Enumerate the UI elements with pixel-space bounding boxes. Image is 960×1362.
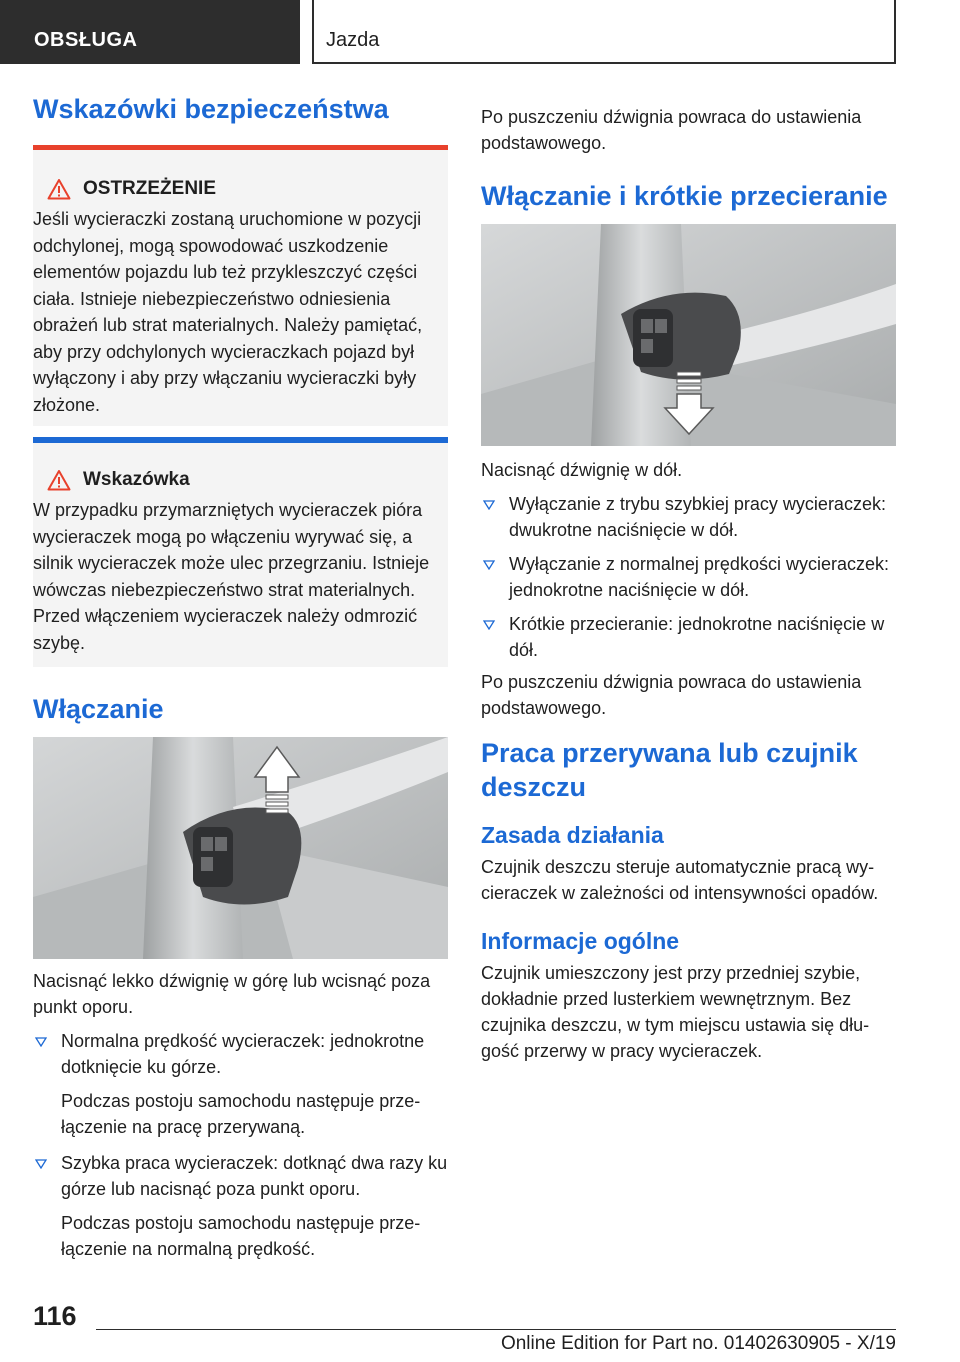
short-wipe-content (481, 457, 896, 721)
short-wipe-caption: Nacisnąć dźwignię w dół. (481, 460, 683, 480)
right-column-top (481, 104, 896, 156)
bullet-text: Wyłączanie z normalnej prędkości wycieraczek: jednokrotne naciśnięcie w dół. (509, 554, 889, 600)
triangle-bullet-icon (35, 1037, 47, 1047)
triangle-bullet-icon (483, 500, 495, 510)
hint-box (33, 437, 448, 667)
triangle-bullet-icon (483, 560, 495, 570)
hint-label: Wskazówka (83, 469, 190, 490)
bullet-subtext: Podczas postoju samochodu następuje przełączenie na normalną prędkość. (61, 1213, 421, 1259)
bullet-text: Krótkie przecieranie: jednokrotne naciśnięcie w dół. (509, 614, 885, 660)
bullet-subtext: Podczas postoju samochodu następuje przełączenie na pracę przerywaną. (61, 1091, 421, 1137)
page-number: 116 (33, 1301, 77, 1331)
bullet-text: Szybka praca wycieraczek: dotknąć dwa razy ku górze lub nacisnąć poza punkt oporu. (61, 1153, 448, 1199)
triangle-bullet-icon (35, 1159, 47, 1169)
switch-on-caption: Nacisnąć lekko dźwignię w górę lub wcisnąć poza punkt oporu. (33, 971, 431, 1017)
principle-text: Czujnik deszczu steruje automatycznie pracą wycieraczek w zależności od intensywności opadów. (481, 857, 879, 903)
list-item (33, 1150, 448, 1202)
hint-triangle-icon (47, 469, 71, 491)
wiper-lever-up-illustration (33, 737, 448, 959)
warning-label: OSTRZEŻENIE (83, 178, 217, 199)
switch-on-content (33, 968, 448, 1262)
general-info-title: Informacje ogólne (481, 928, 680, 954)
hint-text: W przypadku przymarzniętych wycieraczek pióra wycieraczek mogą po włączeniu wyrywać się, a silnik wycieraczek może ulec przegrzaniu. Istnieje wówczas niebezpieczeństwo strat materialnych. Przed włączeniem wycieraczek należy odmrozić szybę. (33, 500, 430, 653)
return-note-2: Po puszczeniu dźwignia powraca do ustawienia podstawowego. (481, 672, 862, 718)
header-section-tab (0, 0, 300, 64)
wiper-lever-down-illustration (481, 224, 896, 446)
hint-header (33, 467, 448, 493)
list-item (481, 491, 896, 543)
list-item (481, 551, 896, 603)
rain-sensor-content (481, 820, 896, 1064)
wiper-lever-down-image (481, 224, 896, 446)
warning-text: Jeśli wycieraczki zostaną uruchomione w pozycji odchylonej, mogą spowodować uszkodzenie elementów pojazdu lub też przykleszczyć części ciała. Istnieje niebezpieczeństwo odniesienia obrażeń lub strat materialnych. Należy pamiętać, aby przy odchylonych wycieraczkach pojazd był wyłączony i aby przy włączaniu wycieraczki były złożone. (33, 209, 423, 415)
warning-box (33, 145, 448, 426)
header-chapter-label: Jazda (326, 29, 380, 51)
intermittent-title: Praca przerywana lub czujnik deszczu (481, 738, 858, 802)
safety-title: Wskazówki bezpieczeństwa (33, 94, 389, 124)
triangle-bullet-icon (483, 620, 495, 630)
list-item (33, 1028, 448, 1080)
left-column (33, 92, 448, 126)
short-wipe-title: Włączanie i krótkie przecieranie (481, 181, 888, 211)
switch-on-title: Włączanie (33, 694, 164, 724)
warning-triangle-icon (47, 178, 71, 200)
principle-title: Zasada działania (481, 822, 664, 848)
bullet-text: Normalna prędkość wycieraczek: jednokrotne dotknięcie ku górze. (61, 1031, 425, 1077)
general-info-text: Czujnik umieszczony jest przy przedniej szybie, dokładnie przed lusterkiem wewnętrznym. Bez czujnika deszczu, w tym miejscu ustawia się długość przerwy w pracy wycieraczek. (481, 963, 870, 1061)
header-section-label: OBSŁUGA (34, 29, 138, 51)
list-item (481, 611, 896, 663)
wiper-lever-up-image (33, 737, 448, 959)
warning-header (33, 176, 448, 202)
bullet-text: Wyłączanie z trybu szybkiej pracy wycieraczek: dwukrotne naciśnięcie w dół. (509, 494, 886, 540)
header-chapter-box (312, 0, 896, 64)
footer-edition: Online Edition for Part no. 01402630905 - X/19 (500, 1333, 896, 1354)
return-note: Po puszczeniu dźwignia powraca do ustawienia podstawowego. (481, 107, 862, 153)
footer-divider (96, 1329, 896, 1330)
